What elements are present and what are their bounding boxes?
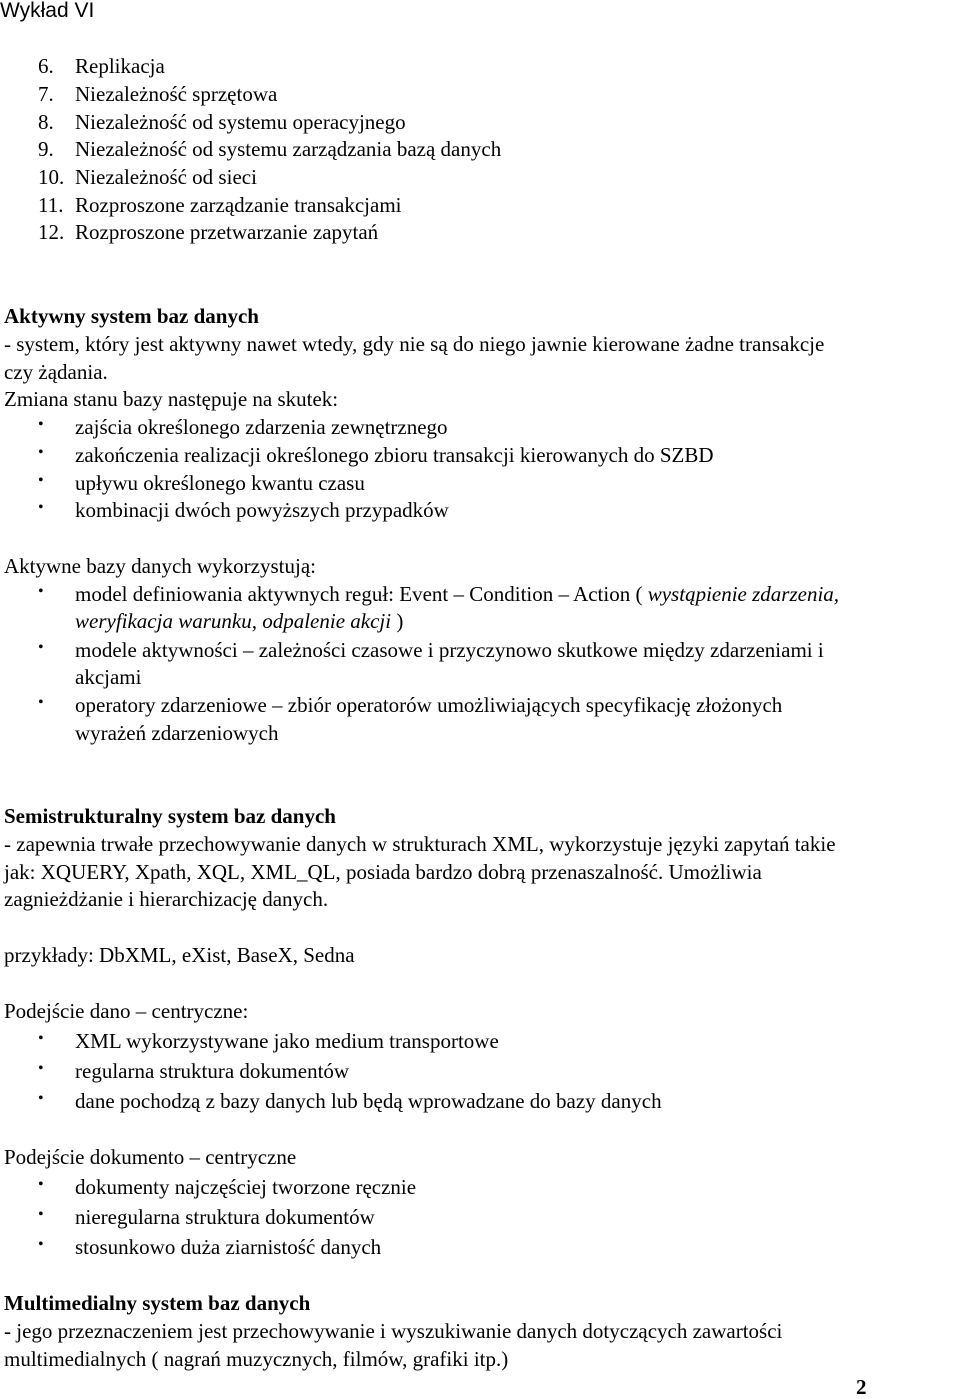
bullet-icon: • [38, 1206, 44, 1223]
document-header: Wykład VI [0, 0, 95, 22]
paragraph-line: - zapewnia trwałe przechowywanie danych w strukturach XML, wykorzystuje języki zapytań takie [4, 832, 836, 856]
uses-intro: Aktywne bazy danych wykorzystują: [4, 554, 316, 578]
bullet-icon: • [38, 639, 44, 656]
bullet-icon: • [38, 499, 44, 516]
paragraph-line: zagnieżdżanie i hierarchizację danych. [4, 887, 329, 911]
section-title-semi: Semistrukturalny system baz danych [4, 804, 336, 828]
change-intro: Zmiana stanu bazy następuje na skutek: [4, 387, 339, 411]
bullet-icon: • [38, 583, 44, 600]
bullet-icon: • [38, 694, 44, 711]
section-title-active: Aktywny system baz danych [4, 304, 259, 328]
paragraph-line: jak: XQUERY, Xpath, XQL, XML_QL, posiada bardzo dobrą przenaszalność. Umożliwia [4, 860, 762, 884]
bullet-icon: • [38, 1090, 44, 1107]
bullet-icon: • [38, 1176, 44, 1193]
doc-centric-intro: Podejście dokumento – centryczne [4, 1145, 297, 1169]
paragraph-line: multimedialnych ( nagrań muzycznych, filmów, grafiki itp.) [4, 1347, 509, 1371]
bullet-icon: • [38, 416, 44, 433]
definition-line: czy żądania. [4, 360, 108, 384]
examples-line: przykłady: DbXML, eXist, BaseX, Sedna [4, 943, 355, 967]
bullet-icon: • [38, 1060, 44, 1077]
bullet-icon: • [38, 1030, 44, 1047]
data-centric-intro: Podejście dano – centryczne: [4, 999, 249, 1023]
section-title-multi: Multimedialny system baz danych [4, 1291, 311, 1315]
bullet-icon: • [38, 1236, 44, 1253]
page-number: 2 [856, 1375, 867, 1399]
paragraph-line: - jego przeznaczeniem jest przechowywanie i wyszukiwanie danych dotyczących zawartości [4, 1319, 783, 1343]
definition-line: - system, który jest aktywny nawet wtedy, gdy nie są do niego jawnie kierowane żadne transakcje [4, 332, 825, 356]
bullet-icon: • [38, 444, 44, 461]
bullet-icon: • [38, 472, 44, 489]
